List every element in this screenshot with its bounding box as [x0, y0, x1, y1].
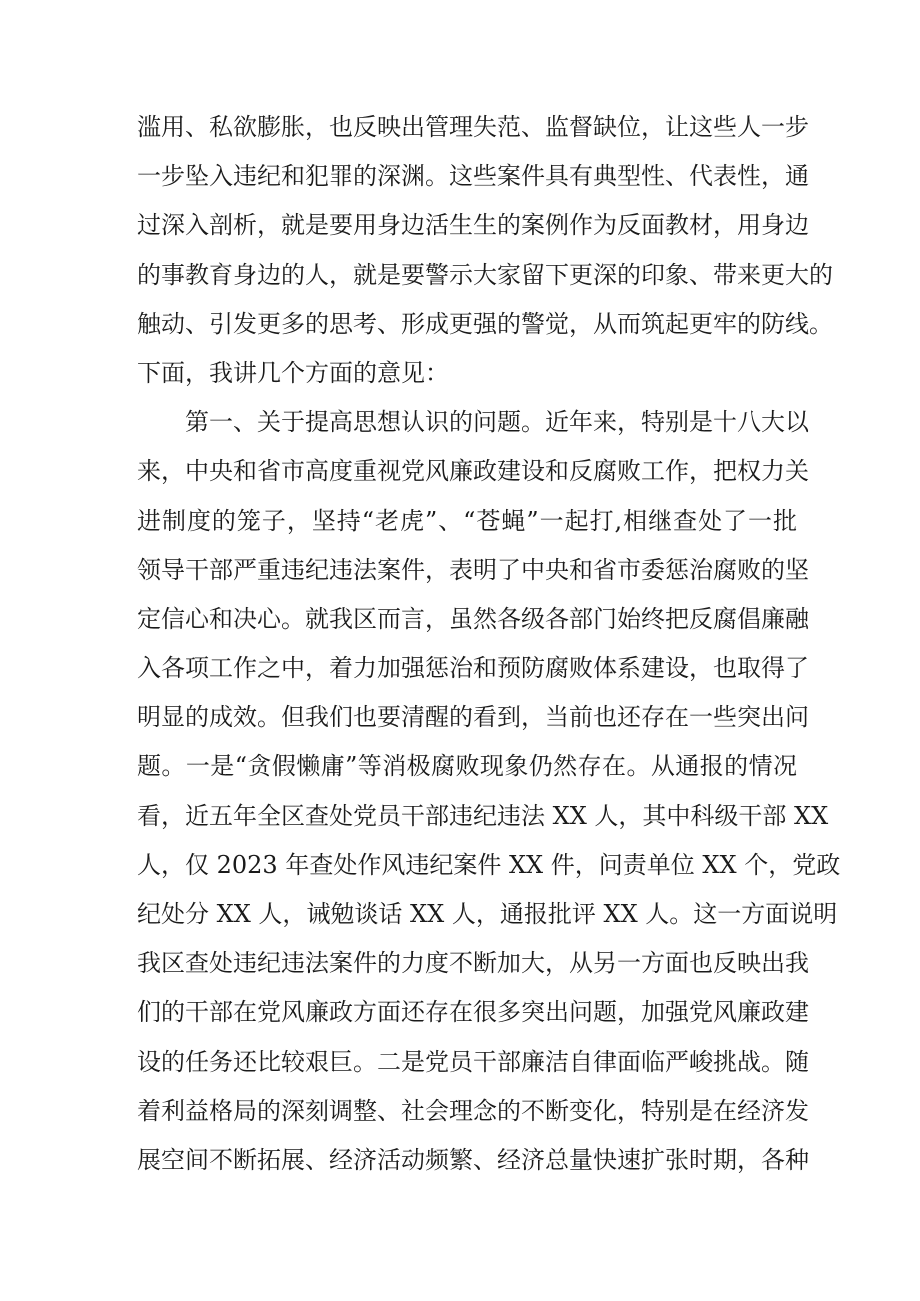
text-line: 纪处分 XX 人，诫勉谈话 XX 人，通报批评 XX 人。这一方面说明 [137, 900, 838, 928]
text-line: 触动、引发更多的思考、形成更强的警觉，从而筑起更牢的防线。 [137, 309, 833, 338]
text-line: 定信心和决心。就我区而言，虽然各级各部门始终把反腐倡廉融 [137, 604, 809, 633]
text-line: 入各项工作之中，着力加强惩治和预防腐败体系建设，也取得了 [137, 654, 809, 683]
text-line: 看，近五年全区查处党员干部违纪违法 XX 人，其中科级干部 XX [137, 801, 829, 830]
text-line: 滥用、私欲膨胀，也反映出管理失范、监督缺位，让这些人一步 [137, 113, 809, 141]
text-line: 一步坠入违纪和犯罪的深渊。这些案件具有典型性、代表性，通 [137, 162, 809, 191]
text-line: 题。一是“贪假懒庸”等消极腐败现象仍然存在。从通报的情况 [137, 752, 797, 781]
text-line: 明显的成效。但我们也要清醒的看到，当前也还存在一些突出问 [137, 703, 809, 732]
text-line: 领导干部严重违纪违法案件，表明了中央和省市委惩治腐败的坚 [137, 555, 809, 584]
text-line: 我区查处违纪违法案件的力度不断加大，从另一方面也反映出我 [137, 949, 809, 978]
body-text [137, 103, 841, 1185]
text-line: 第一、关于提高思想认识的问题。近年来，特别是十八大以 [137, 408, 809, 437]
text-line: 展空间不断拓展、经济活动频繁、经济总量快速扩张时期，各种 [137, 1145, 809, 1174]
text-line: 下面，我讲几个方面的意见： [137, 358, 449, 387]
text-line: 人，仅 2023 年查处作风违纪案件 XX 件，问责单位 XX 个，党政 [137, 850, 841, 879]
text-line: 设的任务还比较艰巨。二是党员干部廉洁自律面临严峻挑战。随 [137, 1047, 809, 1076]
text-line: 进制度的笼子，坚持“老虎”、“苍蝇”一起打,相继查处了一批 [137, 506, 797, 535]
text-line: 着利益格局的深刻调整、社会理念的不断变化，特别是在经济发 [137, 1096, 809, 1125]
text-line: 过深入剖析，就是要用身边活生生的案例作为反面教材，用身边 [137, 211, 809, 240]
text-line: 的事教育身边的人，就是要警示大家留下更深的印象、带来更大的 [137, 260, 833, 289]
text-line: 们的干部在党风廉政方面还存在很多突出问题，加强党风廉政建 [137, 998, 809, 1027]
text-line: 来，中央和省市高度重视党风廉政建设和反腐败工作，把权力关 [137, 457, 809, 486]
